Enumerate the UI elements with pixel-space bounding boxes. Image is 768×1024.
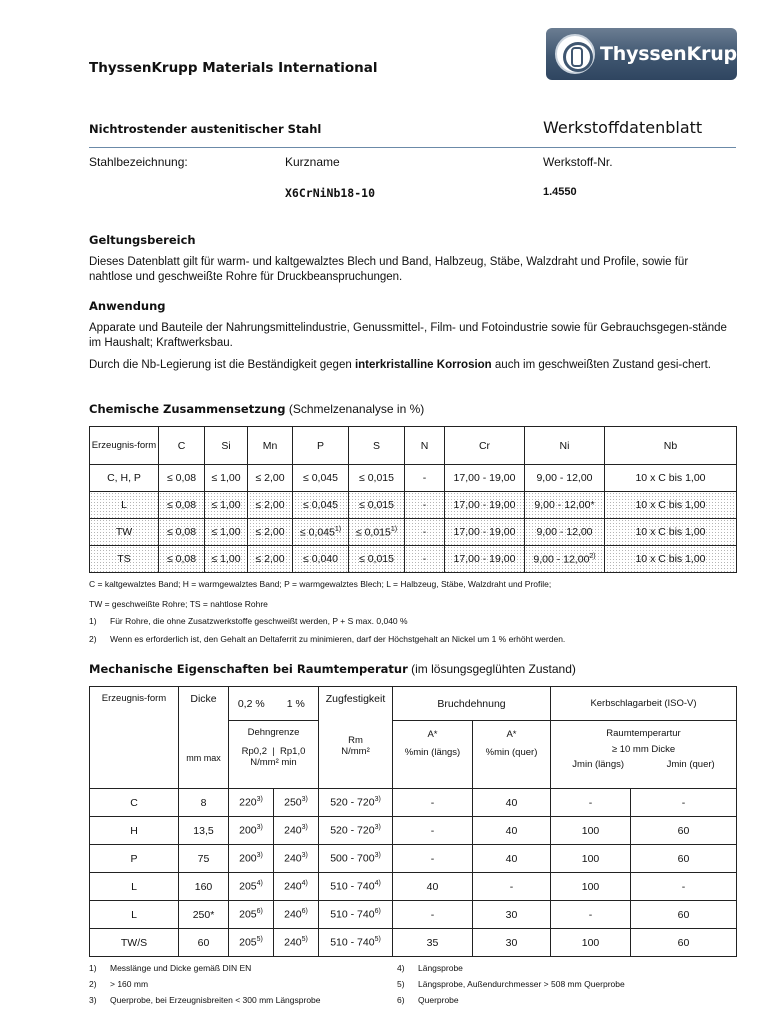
scope-text: Dieses Datenblatt gilt für warm- und kaltgewalztes Blech und Band, Halbzeug, Stäbe, Walzdraht und Profile, sowie für nahtlose und geschweißte Rohre für Druckbeanspruchungen. (89, 256, 689, 283)
thyssenkrupp-logo (546, 28, 751, 80)
application-text: Apparate und Bauteile der Nahrungsmittelindustrie, Genussmittel-, Film- und Fotoindustrie sowie für Gebrauchsgegen-stände im Haushalt; Kraftwerksbau. (89, 322, 727, 349)
table-row: TS ≤ 0,08 ≤ 1,00 ≤ 2,00 ≤ 0,040 ≤ 0,015 - 17,00 - 19,00 9,00 - 12,00$^{2)}$ 10 x C bis 1,00 (90, 546, 737, 573)
application-text-2: Durch die Nb-Legierung ist die Beständigkeit gegen interkristalline Korrosion auch im geschweißten Zustand gesi-chert. (89, 359, 711, 371)
table-row: TW/S 60 205$^{5)}$ 240$^{5)}$ 510 - 740$^{5)}$ 35 30 100 60 (90, 929, 737, 957)
chem-note-1: C = kaltgewalztes Band; H = warmgewalztes Band; P = warmgewalztes Blech; L = Halbzeug, Stäbe, Walzdraht und Profile; (89, 579, 552, 589)
table-row: L 160 205$^{4)}$ 240$^{4)}$ 510 - 740$^{4)}$ 40 - 100 - (90, 873, 737, 901)
table-row: L ≤ 0,08 ≤ 1,00 ≤ 2,00 ≤ 0,045 ≤ 0,015 - 17,00 - 19,00 9,00 - 12,00* 10 x C bis 1,00 (90, 492, 737, 519)
chem-header-cell: Si (205, 427, 248, 465)
label-material-number: Werkstoff-Nr. (543, 155, 613, 169)
chem-heading: Chemische Zusammensetzung (Schmelzenanalyse in %) (89, 402, 425, 416)
chem-header-cell: S (349, 427, 405, 465)
chem-header-cell: Cr (445, 427, 525, 465)
table-row: TW ≤ 0,08 ≤ 1,00 ≤ 2,00 ≤ $0,045^{1)}$ ≤ $0,015^{1)}$ - 17,00 - 19,00 9,00 - 12,00 10 x C bis 1,00 (90, 519, 737, 546)
chem-footnote-1: 1) Für Rohre, die ohne Zusatzwerkstoffe geschweißt werden, P + S max. 0,040 % (89, 616, 408, 626)
label-steel-designation: Stahlbezeichnung: (89, 155, 188, 169)
material-type: Nichtrostender austenitischer Stahl (89, 122, 322, 136)
chem-header-row (90, 427, 737, 465)
footnote: 6) Querprobe (397, 995, 459, 1005)
footnote: 2) > 160 mm (89, 979, 149, 989)
chemical-composition-table (89, 426, 737, 573)
logo-text: ThyssenKrupp (600, 43, 751, 65)
company-name: ThyssenKrupp Materials International (89, 60, 378, 76)
doc-type-title: Werkstoffdatenblatt (543, 118, 703, 137)
table-row: P 75 200$^{3)}$ 240$^{3)}$ 500 - 700$^{3)}$ - 40 100 60 (90, 845, 737, 873)
chem-header-cell: Ni (525, 427, 605, 465)
mechanical-properties-table (89, 686, 737, 957)
material-number-value: 1.4550 (543, 186, 577, 198)
mech-header-row: Erzeugnis-form Dicke mm max 0,2 % 1 % Zugfestigkeit Rm N/mm² Bruchdehnung Kerbschlagarbeit (ISO-V) (90, 687, 737, 721)
short-name-value: X6CrNiNb18-10 (285, 186, 376, 200)
footnote: 1) Messlänge und Dicke gemäß DIN EN (89, 963, 252, 973)
mech-subheader-row: Dehngrenze Rp0,2 | Rp1,0 N/mm² min A* %min (längs) A* %min (quer) Raumtemperartur ≥ 10 mm Dicke Jmin (längs) Jmin (quer) (90, 721, 737, 789)
mech-heading: Mechanische Eigenschaften bei Raumtemperatur (im lösungsgeglühten Zustand) (89, 662, 576, 676)
table-row: C 8 220$^{3)}$ 250$^{3)}$ 520 - 720$^{3)}$ - 40 - - (90, 789, 737, 817)
chem-note-2: TW = geschweißte Rohre; TS = nahtlose Rohre (89, 599, 268, 609)
chem-header-cell: Erzeugnis-form (90, 427, 159, 465)
label-short-name: Kurzname (285, 155, 340, 169)
chem-header-cell: C (159, 427, 205, 465)
mech-notes-left (89, 962, 389, 1006)
table-row: L 250* 205$^{6)}$ 240$^{6)}$ 510 - 740$^{6)}$ - 30 - 60 (90, 901, 737, 929)
chem-header-cell: Nb (605, 427, 737, 465)
header-divider (89, 147, 736, 148)
logo-seal-icon (555, 34, 595, 74)
footnote: 5) Längsprobe, Außendurchmesser > 508 mm Querprobe (397, 979, 625, 989)
application-title: Anwendung (89, 299, 166, 313)
scope-title: Geltungsbereich (89, 233, 196, 247)
table-row: H 13,5 200$^{3)}$ 240$^{3)}$ 520 - 720$^{3)}$ - 40 100 60 (90, 817, 737, 845)
chem-header-cell: N (405, 427, 445, 465)
corrosion-highlight: interkristalline Korrosion (354, 359, 492, 371)
table-row: C, H, P ≤ 0,08 ≤ 1,00 ≤ 2,00 ≤ 0,045 ≤ 0,015 - 17,00 - 19,00 9,00 - 12,00 10 x C bis 1,00 (90, 465, 737, 492)
mech-notes-right (397, 962, 737, 1006)
footnote: 3) Querprobe, bei Erzeugnisbreiten < 300 mm Längsprobe (89, 995, 321, 1005)
footnote: 4) Längsprobe (397, 963, 463, 973)
chem-footnote-2: 2) Wenn es erforderlich ist, den Gehalt an Deltaferrit zu minimieren, darf der Höchstgehalt an Nickel um 1 % erhöht werden. (89, 634, 566, 644)
chem-header-cell: Mn (248, 427, 293, 465)
chem-header-cell: P (293, 427, 349, 465)
